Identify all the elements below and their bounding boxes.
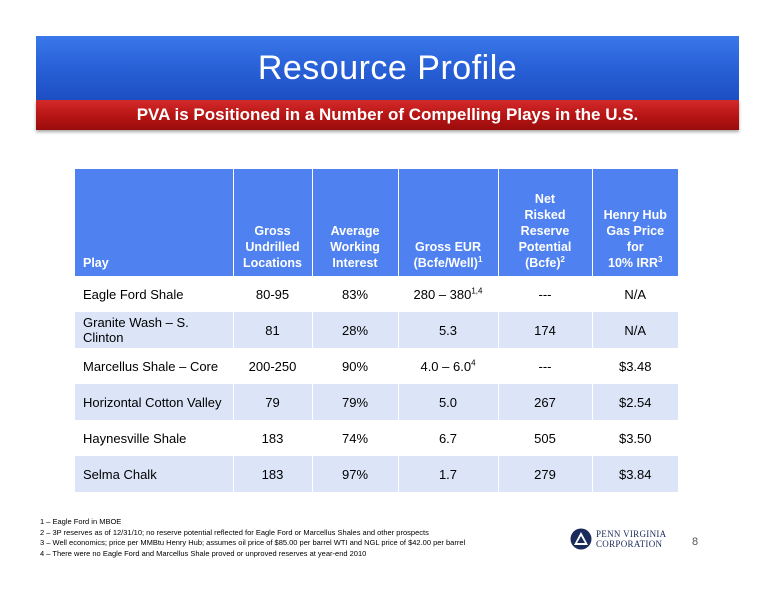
cell-eur: $4.0 - 6.0^4$ — [398, 348, 498, 384]
footnote: 4 – There were no Eagle Ford and Marcellus Shale proved or unproved reserves at year-end 2010 — [40, 548, 367, 558]
title-banner — [36, 36, 739, 100]
cell-reserve: 267 — [498, 384, 592, 420]
subtitle-banner — [36, 100, 739, 130]
cell-eur: 5.0 — [398, 384, 498, 420]
page-number: 8 — [692, 536, 699, 548]
cell-eur: 1.7 — [398, 456, 498, 492]
cell-reserve: --- — [498, 276, 592, 312]
cell-play: Haynesville Shale — [75, 420, 233, 456]
cell-interest: 97% — [312, 456, 398, 492]
table-row — [75, 276, 678, 312]
table-row — [75, 384, 678, 420]
logo-wordmark: PENN VIRGINIA CORPORATION — [596, 529, 667, 549]
cell-play: Horizontal Cotton Valley — [75, 384, 233, 420]
cell-price: $2.54 — [592, 384, 678, 420]
cell-reserve: 279 — [498, 456, 592, 492]
header-average-working-interest: Average Working Interest — [312, 169, 398, 276]
resource-table — [75, 169, 678, 492]
cell-interest: 83% — [312, 276, 398, 312]
cell-reserve: 505 — [498, 420, 592, 456]
header-gross-eur: Gross EUR (Bcfe/Well)$^1$ — [398, 169, 498, 276]
cell-play: Granite Wash – S. Clinton — [75, 312, 233, 348]
cell-price: N/A — [592, 276, 678, 312]
table-row — [75, 420, 678, 456]
cell-reserve: 174 — [498, 312, 592, 348]
footnotes — [40, 517, 465, 559]
cell-locations: 81 — [233, 312, 312, 348]
cell-play: Eagle Ford Shale — [75, 276, 233, 312]
header-henry-hub-gas-price: Henry Hub Gas Price for 10% IRR$^3$ — [592, 169, 678, 276]
table-row — [75, 312, 678, 348]
cell-eur: 6.7 — [398, 420, 498, 456]
cell-locations: 200-250 — [233, 348, 312, 384]
cell-eur: 280 – 380$^{1,4}$ — [398, 276, 498, 312]
cell-locations: 183 — [233, 456, 312, 492]
cell-locations: 183 — [233, 420, 312, 456]
cell-interest: 74% — [312, 420, 398, 456]
footnote: 3 – Well economics; price per MMBtu Henry Hub; assumes oil price of $85.00 per barrel WTI and NGL price of $42.00 per barrel — [40, 538, 466, 547]
table-row — [75, 456, 678, 492]
cell-price: $3.50 — [592, 420, 678, 456]
cell-locations: 80-95 — [233, 276, 312, 312]
slide-title: Resource Profile — [257, 48, 518, 87]
cell-play: Selma Chalk — [75, 456, 233, 492]
table-header-row — [75, 169, 678, 276]
cell-locations: 79 — [233, 384, 312, 420]
cell-price: N/A — [592, 312, 678, 348]
header-gross-undrilled-locations: Gross Undrilled Locations — [233, 169, 312, 276]
cell-eur: 5.3 — [398, 312, 498, 348]
header-play: Play — [75, 169, 233, 276]
footnote: 1 – Eagle Ford in MBOE — [40, 517, 122, 526]
cell-reserve: --- — [498, 348, 592, 384]
penn-virginia-logo-icon — [570, 528, 592, 550]
cell-price: $3.84 — [592, 456, 678, 492]
cell-interest: 79% — [312, 384, 398, 420]
cell-price: $3.48 — [592, 348, 678, 384]
header-net-risked-reserve-potential: Net Risked Reserve Potential (Bcfe)$^2$ — [498, 169, 592, 276]
cell-play: Marcellus Shale – Core — [75, 348, 233, 384]
slide-subtitle: PVA is Positioned in a Number of Compelling Plays in the U.S. — [136, 105, 639, 124]
cell-interest: 90% — [312, 348, 398, 384]
table-row — [75, 348, 678, 384]
footnote: 2 – 3P reserves as of 12/31/10; no reserve potential reflected for Eagle Ford or Marcellus Shales and other prospects — [40, 527, 429, 537]
company-logo — [570, 528, 670, 550]
cell-interest: 28% — [312, 312, 398, 348]
